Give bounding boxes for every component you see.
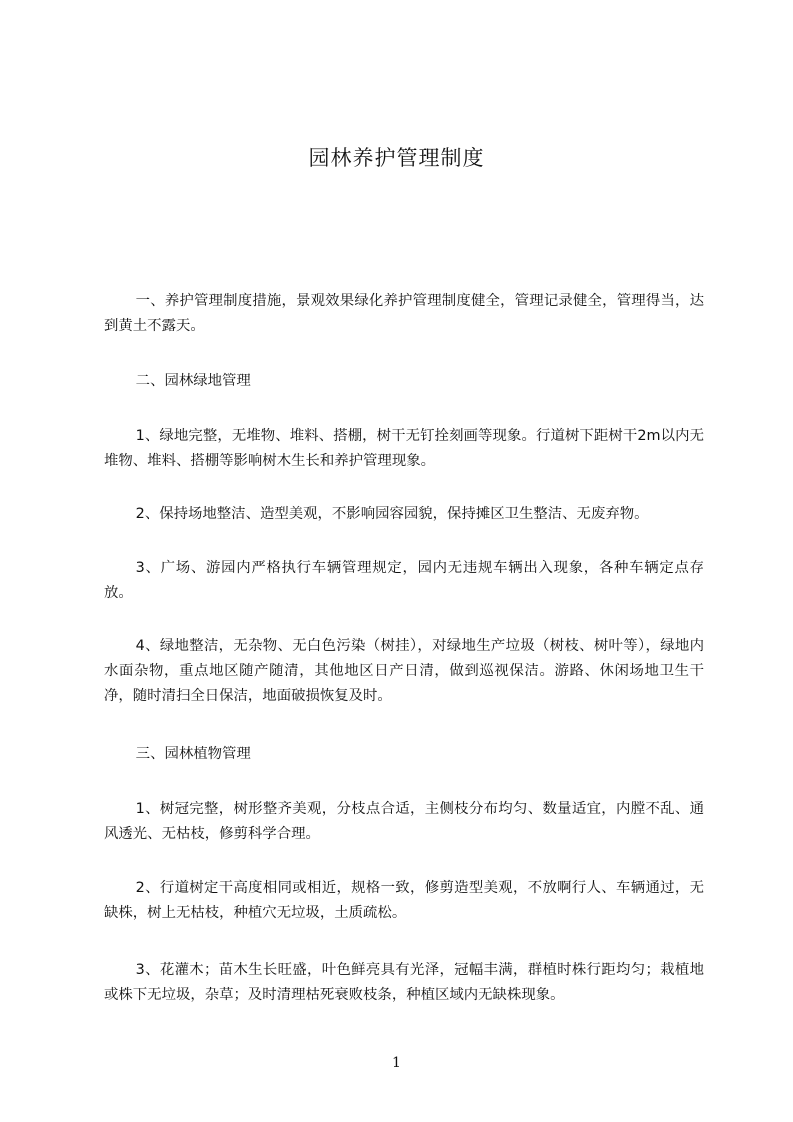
page-number: 1 [392, 1055, 401, 1071]
section-3-item-3: 3、花灌木；苗木生长旺盛，叶色鲜亮具有光泽，冠幅丰满，群植时株行距均匀；栽植地或株下无垃圾，杂草；及时清理枯死衰败枝条，种植区域内无缺株现象。 [104, 962, 704, 1003]
section-1-paragraph: 一、养护管理制度措施，景观效果绿化养护管理制度健全，管理记录健全，管理得当，达到黄土不露天。 [104, 293, 704, 334]
section-2-item-2: 2、保持场地整洁、造型美观，不影响园容园貌，保持摊区卫生整洁、无废弃物。 [135, 506, 649, 522]
section-2-item-1: 1、绿地完整，无堆物、堆料、搭棚，树干无钉拴刻画等现象。行道树下距树干2m以内无堆物、堆料、搭棚等影响树木生长和养护管理现象。 [104, 428, 704, 469]
section-2-item-3: 3、广场、游园内严格执行车辆管理规定，园内无违规车辆出入现象，各种车辆定点存放。 [104, 560, 704, 601]
section-3-item-1: 1、树冠完整，树形整齐美观，分枝点合适，主侧枝分布均匀、数量适宜，内膛不乱、通风透光、无枯枝，修剪科学合理。 [104, 801, 704, 842]
section-3-item-2: 2、行道树定干高度相同或相近，规格一致，修剪造型美观，不放啊行人、车辆通过，无缺株，树上无枯枝，种植穴无垃圾，土质疏松。 [104, 880, 704, 921]
section-2-item-4: 4、绿地整洁，无杂物、无白色污染（树挂），对绿地生产垃圾（树枝、树叶等），绿地内水面杂物，重点地区随产随清，其他地区日产日清，做到巡视保洁。游路、休闲场地卫生干净，随时清扫全日保洁，地面破损恢复及时。 [104, 638, 704, 704]
document-title: 园林养护管理制度 [308, 146, 485, 170]
section-2-heading: 二、园林绿地管理 [135, 373, 251, 389]
section-3-heading: 三、园林植物管理 [135, 746, 251, 762]
